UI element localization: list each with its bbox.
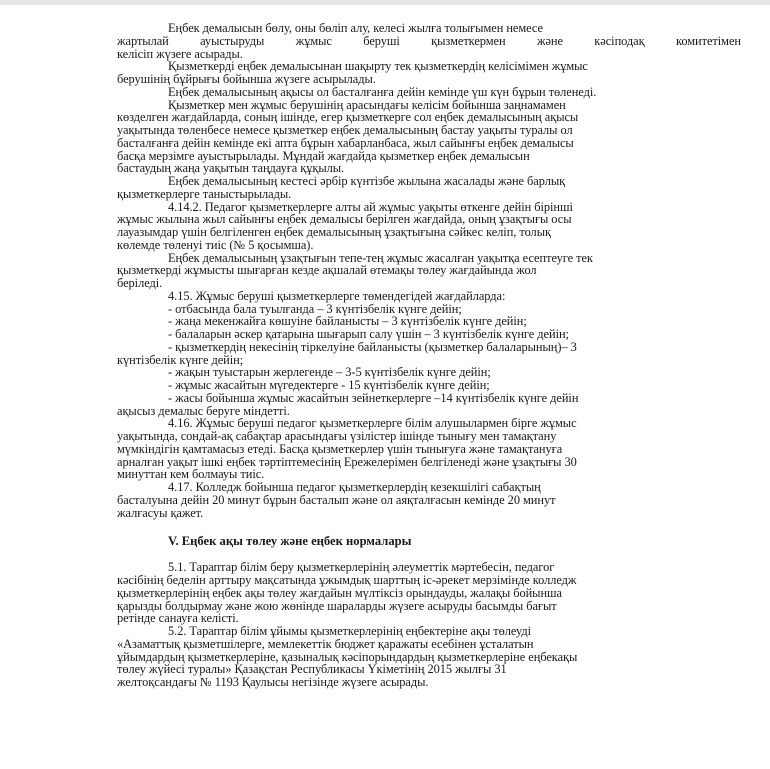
text-line: Қызметкерді еңбек демалысынан шақырту тек қызметкердің келісімімен жұмыс (168, 59, 588, 74)
list-item: - жасы бойынша жұмыс жасайтын зейнеткерлерге –14 күнтізбелік күнге дейін (168, 390, 579, 405)
text-line: Қызметкер мен жұмыс берушінің арасындағы келісім бойынша заңнамамен (168, 97, 566, 112)
text-line: уақытында, сондай-ақ сабақтар арасындағы үзілістер ішінде тынығу мен тамақтану (117, 429, 557, 443)
text-line: 4.15. Жұмыс беруші қызметкерлерге төмендегідей жағдайларда: (168, 288, 506, 303)
text-line: күнтізбелік күнге дейін; (117, 352, 244, 367)
text-line: 4.16. Жұмыс беруші педагог қызметкерлерге білім алушылармен бірге жұмыс (168, 416, 577, 431)
list-item: - балаларын әскер қатарына шығарып салу үшін – 3 күнтізбелік күнге дейін; (168, 327, 569, 341)
list-item: - қызметкердің некесінің тіркелуіне байланысты (қызметкер балаларының)– 3 (168, 339, 577, 354)
text-line: қарызды болдырмау және жою жөнінде шараларды жүзеге асыруды басымды бағыт (117, 598, 557, 613)
list-item: - жаңа мекенжайға көшуіне байланысты – 3 күнтізбелік күнге дейін; (168, 314, 527, 329)
text-line: қызметкерлерінің еңбек ақы төлеу жағдайын мүлтіксіз орындауды, жалақы бойынша (117, 585, 562, 600)
text-line: қызметкерді жұмысты шығарған кезде ақшалай өтемақы төлеу жағдайында жол (117, 263, 537, 278)
list-item: - жақын туыстарын жерлегенде – 3-5 күнтізбелік күнге дейін; (168, 365, 491, 380)
text-line: «Азаматтық қызметшілерге, мемлекеттік бюджет қаражаты есебінен ұсталатын (117, 636, 534, 651)
text-line: басталғанға дейін кемінде екі апта бұрын хабарланбаса, жыл сайынғы еңбек демалысы (117, 135, 574, 150)
text-line: жартылай ауыстыруды жұмыс беруші қызметкермен және кәсіподақ комитетімен (117, 33, 741, 48)
text-line: минуттан кем болмауы тиіс. (117, 467, 265, 482)
text-line: берушінің бұйрығы бойынша жүзеге асырылады. (117, 72, 376, 86)
text-line: 5.1. Тараптар білім беру қызметкерлерінің әлеуметтік мәртебесін, педагог (168, 560, 555, 575)
text-line: беріледі. (117, 276, 163, 290)
text-line: ақысыз демалыс беруге міндетті. (117, 403, 290, 418)
text-line: ретінде санауға келісті. (117, 611, 239, 626)
text-line: Еңбек демалысының ақысы ол басталғанға дейін кемінде үш күн бұрын төленеді. (168, 84, 597, 99)
text-line: 4.17. Колледж бойынша педагог қызметкерлердің кезекшілігі сабақтың (168, 480, 541, 494)
text-line: қызметкерлерге таныстырылады. (117, 186, 292, 201)
document-page (117, 22, 741, 689)
text-line: Еңбек демалысының ұзақтығын тепе-тең жұмыс жасалған уақытқа есептеуге тек (168, 250, 593, 265)
list-item: - отбасында бала туылғанда – 3 күнтізбелік күнге дейін; (168, 301, 462, 316)
text-line: басқа мерзімге ауыстырылады. Мұндай жағдайда қызметкер еңбек демалысын (117, 148, 530, 163)
text-line: көзделген жағдайларда, соның ішінде, егер қызметкерге сол еңбек демалысының ақысы (117, 110, 579, 125)
text-line: Еңбек демалысының кестесі әрбір күнтізбе жылына жасалады және барлық (168, 174, 566, 188)
text-line: келісіп жүзеге асырады. (117, 46, 243, 61)
text-line: желтоқсандағы № 1193 Қаулысы негізінде жүзеге асырады. (117, 675, 429, 689)
text-line: лауазымдар үшін белгіленген еңбек демалысының ұзақтығына сәйкес келіп, толық (117, 225, 551, 239)
text-line: бастаудың жаңа уақытын таңдауға құқылы. (117, 161, 345, 176)
list-item: - жұмыс жасайтын мүгедектерге - 15 күнтізбелік күнге дейін; (168, 378, 490, 392)
text-line: арналған уақыт ішкі еңбек тәртіптемесінің Ережелерімен белгіленеді және ұзақтығы 30 (117, 454, 577, 469)
text-line: мүмкіндігін қамтамасыз етеді. Басқа қызметкерлер үшін тынығуға және тамақтануға (117, 441, 563, 456)
text-line: 5.2. Тараптар білім ұйымы қызметкерлерінің еңбектеріне ақы төлеуді (168, 624, 532, 638)
text-line: жалғасуы қажет. (117, 505, 204, 520)
viewer-top-bar (0, 0, 770, 5)
text-line: 4.14.2. Педагог қызметкерлерге алты ай жұмыс уақыты өткенге дейін бірінші (168, 199, 573, 214)
text-line: төлеу жүйесі туралы» Қазақстан Республикасы Үкіметінің 2015 жылғы 31 (117, 662, 507, 677)
text-line: көлемде төленуі тиіс (№ 5 қосымша). (117, 237, 314, 252)
text-line: басталуына дейін 20 минут бұрын басталып және ол аяқталғасын кемінде 20 минут (117, 492, 556, 507)
text-line: Еңбек демалысын бөлу, оны бөліп алу, келесі жылға толығымен немесе (168, 21, 543, 35)
section-heading: V. Еңбек ақы төлеу және еңбек нормалары (168, 534, 412, 549)
text-line: ұйымдардың қызметкерлеріне, қазыналық кәсіпорындардың қызметкерлеріне еңбекақы (117, 649, 578, 664)
text-line: кәсібінің беделін арттыру мақсатында ұжымдық шарттың іс-әрекет мерзімінде колледж (117, 573, 577, 587)
text-line: жұмыс жылына жыл сайынғы еңбек демалысы берілген жағдайда, оның ұзақтығы осы (117, 212, 572, 227)
text-line: уақытында төленбесе немесе қызметкер еңбек демалысының бастау уақыты туралы ол (117, 123, 573, 137)
